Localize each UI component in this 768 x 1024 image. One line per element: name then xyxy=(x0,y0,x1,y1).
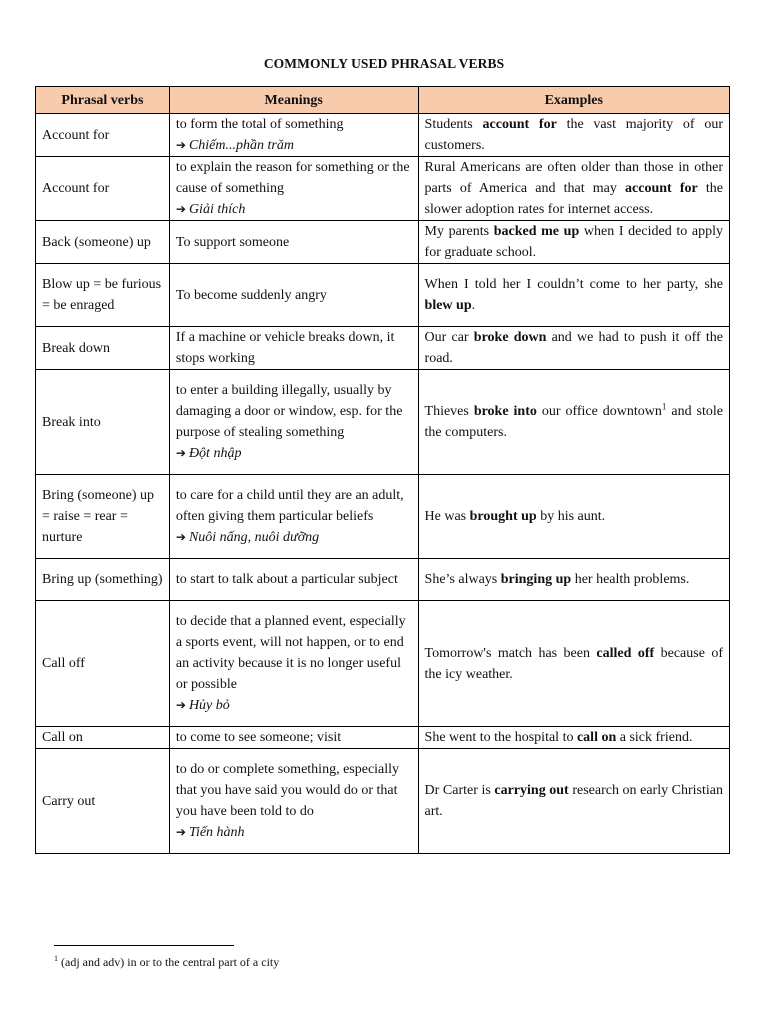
footnote-text: (adj and adv) in or to the central part of a city xyxy=(58,955,280,969)
example-cell xyxy=(418,370,729,475)
example-text-after: . xyxy=(471,298,476,313)
vietnamese-text: Giải thích xyxy=(188,202,246,217)
meaning-cell xyxy=(169,559,418,601)
example-highlight: account for xyxy=(482,117,557,132)
meaning-text: To support someone xyxy=(175,234,290,250)
example-text-before: Students xyxy=(424,117,483,132)
example-cell xyxy=(418,157,729,221)
vietnamese-text: Chiếm...phần trăm xyxy=(188,138,294,153)
table-row xyxy=(36,601,730,727)
header-examples: Examples xyxy=(418,87,729,114)
meaning-cell xyxy=(169,727,418,749)
example-cell xyxy=(418,221,729,264)
vietnamese-text: Nuôi nấng, nuôi dưỡng xyxy=(188,530,320,545)
example-cell xyxy=(418,327,729,370)
arrow-right-icon: ➔ xyxy=(175,202,186,216)
example-cell xyxy=(418,114,729,157)
meaning-cell xyxy=(169,370,418,475)
example-text-after: research on early Christian art. xyxy=(424,783,724,819)
document-title: COMMONLY USED PHRASAL VERBS xyxy=(263,56,505,71)
phrasal-verb-cell: Bring up (something) xyxy=(36,559,170,601)
example-cell xyxy=(418,264,729,327)
example-highlight: account for xyxy=(625,181,698,196)
header-meanings: Meanings xyxy=(169,87,418,114)
phrasal-verb-cell: Call on xyxy=(36,727,170,749)
example-text-after: when I decided to apply for graduate school. xyxy=(424,224,723,260)
header-phrasal-verbs: Phrasal verbs xyxy=(36,87,170,114)
phrasal-verb-cell: Blow up = be furious = be enraged xyxy=(36,264,170,327)
meaning-text: to do or complete something, especially that you have said you would do or that you have been told to do xyxy=(175,762,400,819)
example-text-before: My parents xyxy=(424,224,494,239)
example-text-before: When I told her I couldn’t come to her party, she xyxy=(424,277,723,292)
example-text-before: She’s always xyxy=(424,572,501,587)
example-highlight: blew up xyxy=(424,298,472,313)
example-text-after: because of the icy weather. xyxy=(424,645,723,682)
example-highlight: brought up xyxy=(469,509,537,524)
meaning-text: to decide that a planned event, especially a sports event, will not happen, or to end an activity because it is no longer useful or possible xyxy=(175,614,406,692)
meaning-text: to care for a child until they are an adult, often giving them particular beliefs xyxy=(175,488,404,524)
table-row xyxy=(36,749,730,854)
example-text-before: Tomorrow's match has been xyxy=(424,645,597,661)
meaning-text: to form the total of something xyxy=(175,117,344,132)
vietnamese-translation xyxy=(176,199,412,220)
example-highlight: called off xyxy=(596,645,655,661)
meaning-text: to enter a building illegally, usually by damaging a door or window, esp. for the purpose of stealing something xyxy=(175,383,403,440)
arrow-right-icon: ➔ xyxy=(175,138,186,152)
phrasal-verb-cell: Account for xyxy=(36,157,170,221)
meaning-cell xyxy=(169,749,418,854)
phrasal-verb-cell: Call off xyxy=(36,601,170,727)
meaning-text: To become suddenly angry xyxy=(175,287,327,303)
example-text-before: Our car xyxy=(424,330,474,345)
example-cell xyxy=(418,749,729,854)
footnote-mark: 1 xyxy=(54,954,58,963)
table-row xyxy=(36,114,730,157)
phrasal-verb-cell: Break into xyxy=(36,370,170,475)
example-text-before: She went to the hospital to xyxy=(424,730,577,745)
meaning-cell xyxy=(169,114,418,157)
arrow-right-icon: ➔ xyxy=(175,530,186,544)
vietnamese-text: Đột nhập xyxy=(188,446,242,461)
meaning-text: If a machine or vehicle breaks down, it stops working xyxy=(175,330,395,366)
arrow-right-icon: ➔ xyxy=(175,446,186,460)
example-text-after: the vast majority of our customers. xyxy=(424,117,723,153)
example-text-before: Dr Carter is xyxy=(424,783,495,798)
table-row xyxy=(36,559,730,601)
vietnamese-translation xyxy=(176,527,412,548)
meaning-cell xyxy=(169,475,418,559)
footnote xyxy=(54,955,279,970)
phrasal-verb-cell: Back (someone) up xyxy=(36,221,170,264)
example-highlight: bringing up xyxy=(500,572,572,587)
vietnamese-translation xyxy=(176,443,412,464)
phrasal-verb-cell: Bring (someone) up = raise = rear = nurture xyxy=(36,475,170,559)
example-cell xyxy=(418,727,729,749)
phrasal-verb-cell: Break down xyxy=(36,327,170,370)
example-text-after: by his aunt. xyxy=(536,509,606,524)
meaning-cell xyxy=(169,221,418,264)
footnote-divider xyxy=(54,945,234,946)
example-cell xyxy=(418,601,729,727)
example-highlight: carrying out xyxy=(494,783,569,798)
vietnamese-translation xyxy=(176,135,412,156)
meaning-cell xyxy=(169,327,418,370)
arrow-right-icon: ➔ xyxy=(175,698,186,712)
table-row xyxy=(36,370,730,475)
table-row xyxy=(36,327,730,370)
example-text-tail: and stole the computers. xyxy=(424,404,723,440)
example-text-after: our office downtown xyxy=(536,404,662,419)
example-cell xyxy=(418,559,729,601)
meaning-cell xyxy=(169,157,418,221)
meaning-text: to come to see someone; visit xyxy=(175,730,342,745)
example-text-before: He was xyxy=(424,509,470,524)
example-highlight: call on xyxy=(576,730,617,745)
vietnamese-translation xyxy=(176,695,412,716)
example-text-after: the slower adoption rates for internet access. xyxy=(424,181,724,217)
table-header-row xyxy=(36,87,730,114)
vietnamese-translation xyxy=(176,822,412,843)
table-row xyxy=(36,264,730,327)
example-text-after: a sick friend. xyxy=(616,730,693,745)
meaning-text: to explain the reason for something or the cause of something xyxy=(175,160,410,196)
table-row xyxy=(36,475,730,559)
example-text-after: her health problems. xyxy=(571,572,690,587)
example-highlight: broke into xyxy=(473,404,537,419)
table-row xyxy=(36,221,730,264)
table-row xyxy=(36,157,730,221)
meaning-text: to start to talk about a particular subject xyxy=(175,572,398,587)
arrow-right-icon: ➔ xyxy=(175,825,186,839)
vietnamese-text: Hủy bỏ xyxy=(188,698,230,713)
phrasal-verb-cell: Carry out xyxy=(36,749,170,854)
footnote-reference: 1 xyxy=(661,401,667,412)
example-text-after: and we had to push it off the road. xyxy=(424,330,723,366)
phrasal-verbs-table xyxy=(35,86,730,854)
meaning-cell xyxy=(169,264,418,327)
example-highlight: broke down xyxy=(473,330,547,345)
phrasal-verb-cell: Account for xyxy=(36,114,170,157)
example-text-before: Rural Americans are often older than those in other parts of America and that may xyxy=(424,160,723,196)
vietnamese-text: Tiến hành xyxy=(188,825,245,840)
meaning-cell xyxy=(169,601,418,727)
example-highlight: backed me up xyxy=(493,224,580,239)
example-text-before: Thieves xyxy=(424,404,474,419)
table-row xyxy=(36,727,730,749)
example-cell xyxy=(418,475,729,559)
